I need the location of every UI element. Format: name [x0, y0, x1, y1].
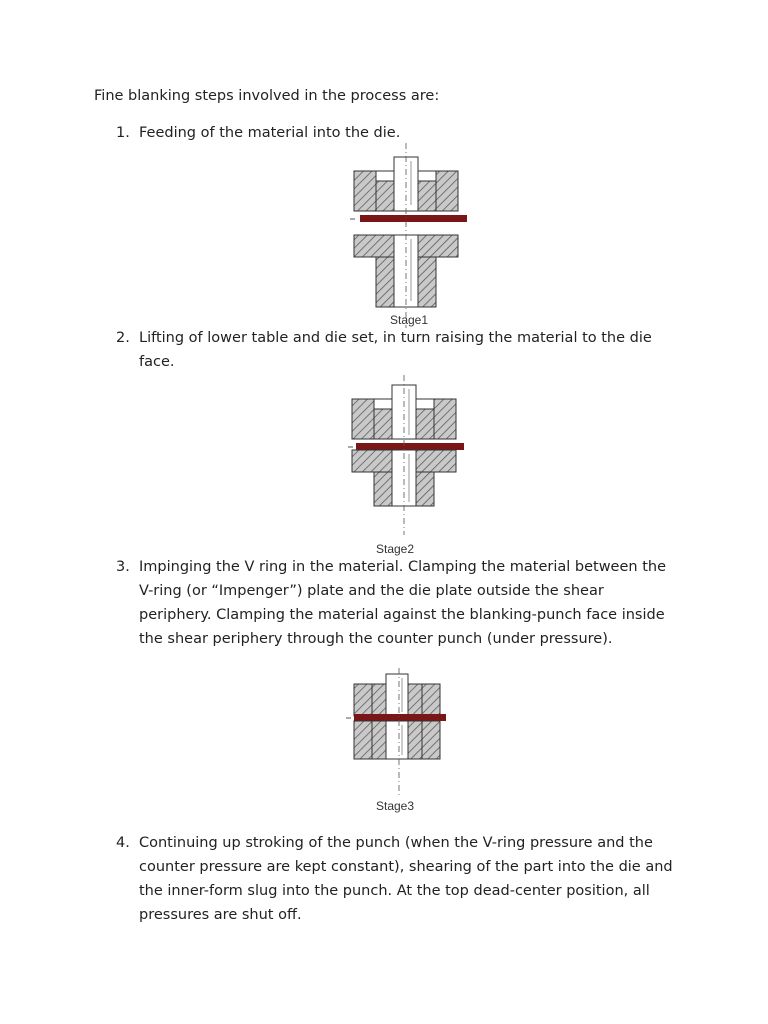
- stage3-figure: [340, 668, 460, 818]
- list-number: 3.: [116, 559, 130, 575]
- stage2-caption: Stage2: [376, 542, 415, 556]
- list-item-step-2: [116, 326, 676, 374]
- upper-right-slot: [418, 171, 436, 181]
- upper-right-insert: [418, 181, 436, 211]
- stage2-diagram: [340, 375, 480, 560]
- list-text: Feeding of the material into the die.: [139, 125, 401, 141]
- stage1-caption: Stage1: [390, 313, 429, 327]
- list-number: 1.: [116, 125, 130, 141]
- list-number: 4.: [116, 835, 130, 851]
- list-item-step-3: [116, 555, 676, 651]
- list-item-step-1: [116, 121, 676, 145]
- list-text: Lifting of lower table and die set, in turn raising the material to the die face.: [139, 330, 652, 370]
- stage3-caption: Stage3: [376, 799, 415, 813]
- stage3-diagram: [340, 668, 460, 818]
- intro-text: Fine blanking steps involved in the process are:: [94, 88, 440, 104]
- upper-right-plate: [436, 171, 458, 211]
- list-text: Impinging the V ring in the material. Clamping the material between the V-ring (or “Impenger”) plate and the die plate outside the shear periphery. Clamping the material against the blanking-punch face inside the shear periphery through the counter punch (under pressure).: [139, 559, 666, 647]
- counter-punch: [394, 235, 418, 307]
- stage1-diagram: [340, 143, 480, 328]
- upper-left-plate: [354, 171, 376, 211]
- list-item-step-4: [116, 831, 676, 927]
- stage1-figure: [340, 143, 480, 328]
- list-text: Continuing up stroking of the punch (when the V-ring pressure and the counter pressure are kept constant), shearing of the part into the die and the inner-form slug into the punch. At the top dead-center position, all pressures are shut off.: [139, 835, 673, 923]
- upper-left-insert: [376, 181, 394, 211]
- upper-left-slot: [376, 171, 394, 181]
- material-strip: [360, 215, 467, 222]
- stage2-figure: [340, 375, 480, 560]
- list-number: 2.: [116, 330, 130, 346]
